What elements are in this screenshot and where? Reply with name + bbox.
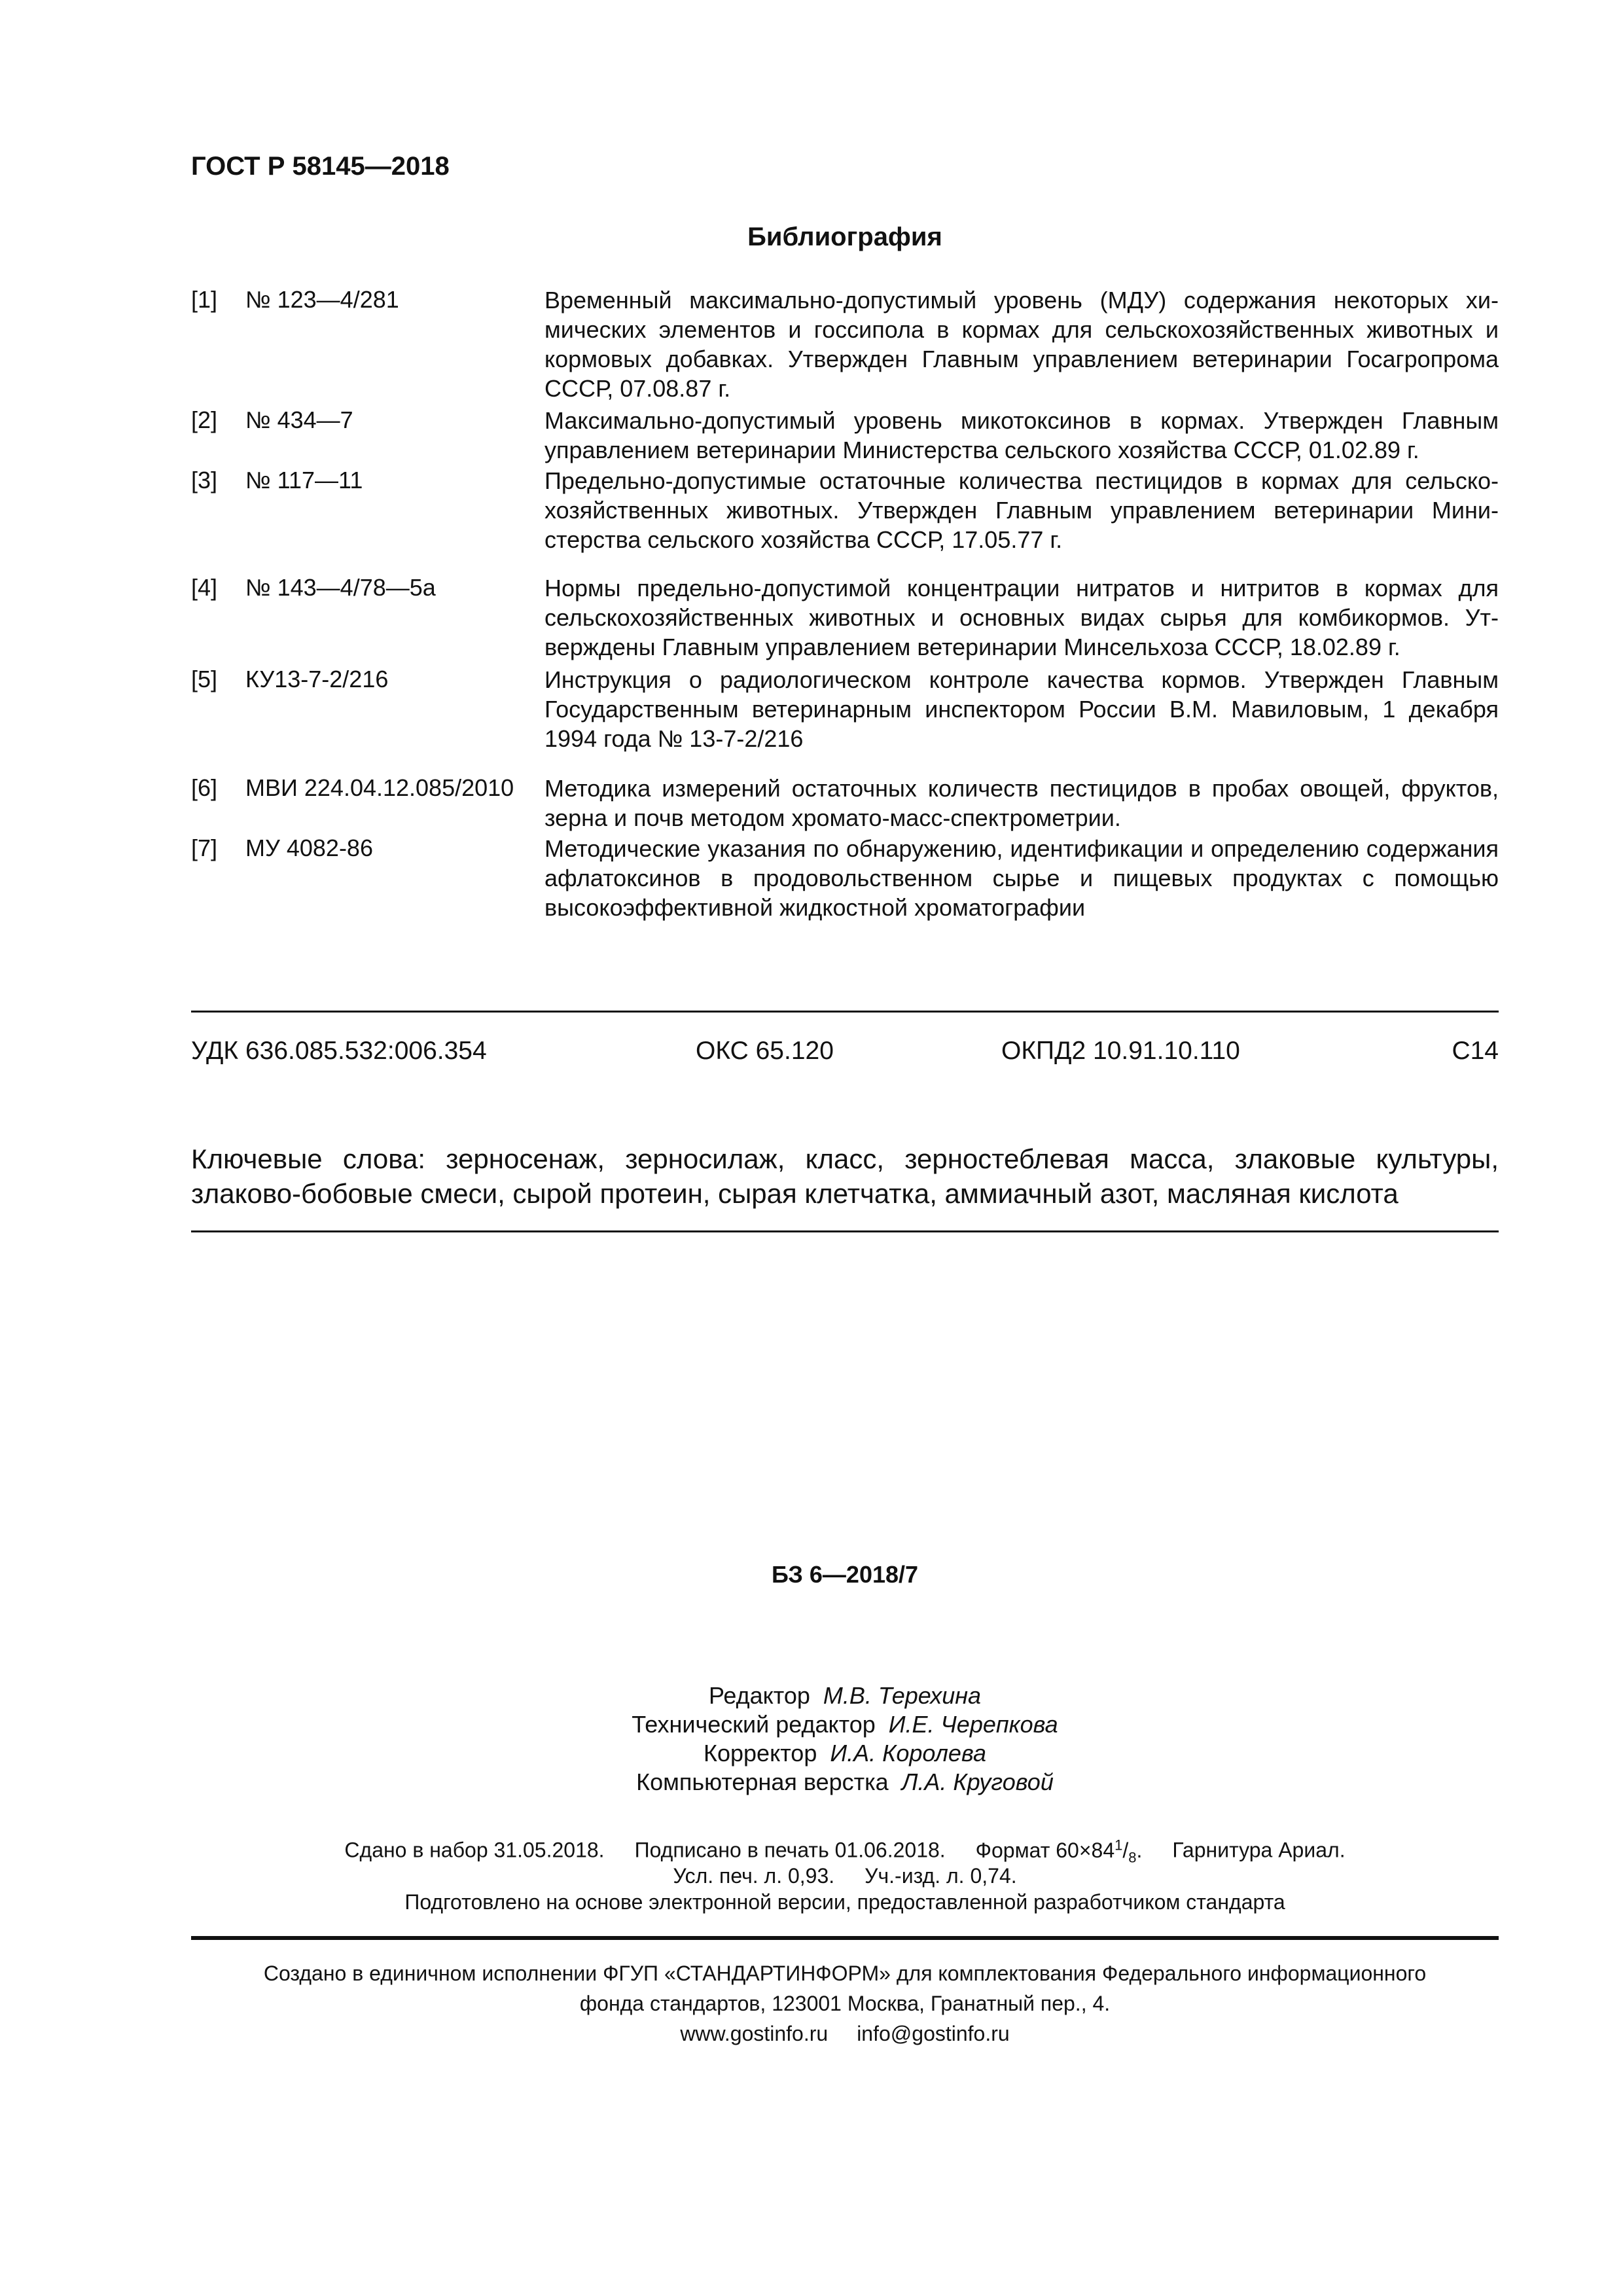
footer-rule (191, 1936, 1499, 1940)
creation-line-2: фонда стандартов, 123001 Москва, Гранатный пер., 4. (579, 1992, 1111, 2015)
bibliography-entry-code: МУ 4082-86 (245, 834, 373, 861)
bibliography-entry-code: № 143—4/78—5а (245, 574, 436, 601)
staff-name: Л.А. Круговой (901, 1768, 1054, 1795)
category-code: С14 (1452, 1037, 1499, 1065)
classification-top-rule (191, 1011, 1499, 1013)
bibliography-entry-number: [6] (191, 774, 218, 801)
submitted-date: Сдано в набор 31.05.2018. (344, 1838, 605, 1862)
email-link[interactable]: info@gostinfo.ru (857, 2022, 1010, 2045)
bibliography-entry-text: Временный максимально-допустимый уровень (МДУ) содержания некоторых химических элементов и госсипола в кормах для сельскохозяйственных животных и кормовых добавках. Утвержден Главным управлением ветеринарии Госагропрома СССР, 07.08.87 г. (544, 287, 1499, 402)
creation-line-1: Создано в единичном исполнении ФГУП «СТАНДАРТИНФОРМ» для комплектования Федерального информационного (263, 1962, 1427, 1985)
bibliography-entry-text: Инструкция о радиологическом контроле качества кормов. Утвержден Главным Государственным ветеринарным инспектором России В.М. Мавиловым, 1 декабря 1994 года № 13-7-2/216 (544, 666, 1499, 752)
bibliography-entry-number: [4] (191, 574, 218, 601)
paper-format: Формат $60\times 84^1/_8$. (975, 1837, 1143, 1866)
staff-role: Редактор (708, 1682, 810, 1709)
document-code: ГОСТ Р 58145—2018 (191, 152, 450, 181)
keywords-bottom-rule (191, 1230, 1499, 1232)
keywords: Ключевые слова: зерносенаж, зерносилаж, класс, зерностеблевая масса, злаковые культуры, злаково-бобовые смеси, сырой протеин, сырая клетчатка, аммиачный азот, масляная кислота (191, 1143, 1499, 1209)
bibliography-entry-number: [1] (191, 286, 218, 313)
bibliography-entry-text: Предельно-допустимые остаточные количества пестицидов в кормах для сельскохозяйственных животных. Утвержден Главным управлением ветеринарии Министерства сельского хозяйства СССР, 17.05.77 г. (544, 467, 1499, 553)
staff-row (191, 1740, 1499, 1767)
bibliography-entry-number: [5] (191, 666, 218, 692)
staff-role: Корректор (704, 1740, 817, 1767)
bibliography-entry-text: Методические указания по обнаружению, идентификации и определению содержания афлатоксинов в продовольственном сырье и пищевых продуктах с помощью высокоэффективной жидкостной хроматографии (544, 835, 1499, 921)
bz-number: БЗ 6—2018/7 (771, 1561, 919, 1588)
bibliography-entry-text: Максимально-допустимый уровень микотоксинов в кормах. Утвержден Главным управлением ветеринарии Министерства сельского хозяйства СССР, 01.02.89 г. (544, 407, 1499, 463)
staff-name: И.Е. Черепкова (888, 1711, 1058, 1738)
bibliography-entry-code: № 434—7 (245, 406, 353, 433)
staff-row (191, 1768, 1499, 1796)
bibliography-entry-text: Методика измерений остаточных количеств пестицидов в пробах овощей, фруктов, зерна и почв методом хромато-масс-спектрометрии. (544, 775, 1499, 831)
staff-name: И.А. Королева (830, 1740, 986, 1767)
imprint-line-2 (191, 1864, 1499, 1888)
signed-date: Подписано в печать 01.06.2018. (634, 1838, 946, 1862)
print-sheets: Усл. печ. л. 0,93. (673, 1864, 835, 1888)
publication-sheets: Уч.-изд. л. 0,74. (865, 1864, 1017, 1888)
typeface: Гарнитура Ариал. (1172, 1838, 1346, 1862)
udk-code: УДК 636.085.532:006.354 (191, 1037, 487, 1065)
bibliography-entry-text: Нормы предельно-допустимой концентрации нитратов и нитритов в кормах для сельскохозяйственных животных и основных видах сырья для комбикормов. Утверждены Главным управлением ветеринарии Минсельхоза СССР, 18.02.89 г. (544, 575, 1499, 660)
bibliography-entry-code: № 123—4/281 (245, 286, 399, 313)
bibliography-entry-number: [7] (191, 834, 218, 861)
bibliography-title: Библиография (747, 223, 942, 251)
staff-name: М.В. Терехина (823, 1682, 982, 1709)
staff-role: Технический редактор (632, 1711, 876, 1738)
okpd2-code: ОКПД2 10.91.10.110 (1001, 1037, 1240, 1065)
staff-row (191, 1711, 1499, 1738)
staff-role: Компьютерная верстка (636, 1768, 889, 1795)
imprint-line-1 (191, 1837, 1499, 1866)
bibliography-entry-code: МВИ 224.04.12.085/2010 (245, 774, 514, 801)
bibliography-entry-code: КУ13-7-2/216 (245, 666, 389, 692)
website-link[interactable]: www.gostinfo.ru (680, 2022, 829, 2045)
staff-row (191, 1682, 1499, 1710)
bibliography-entry-code: № 117—11 (245, 467, 363, 493)
oks-code: ОКС 65.120 (696, 1037, 834, 1065)
prepared-note: Подготовлено на основе электронной версии, предоставленной разработчиком стандарта (404, 1890, 1285, 1914)
contacts-line (191, 2018, 1499, 2049)
bibliography-entry-number: [3] (191, 467, 218, 493)
bibliography-entry-number: [2] (191, 406, 218, 433)
